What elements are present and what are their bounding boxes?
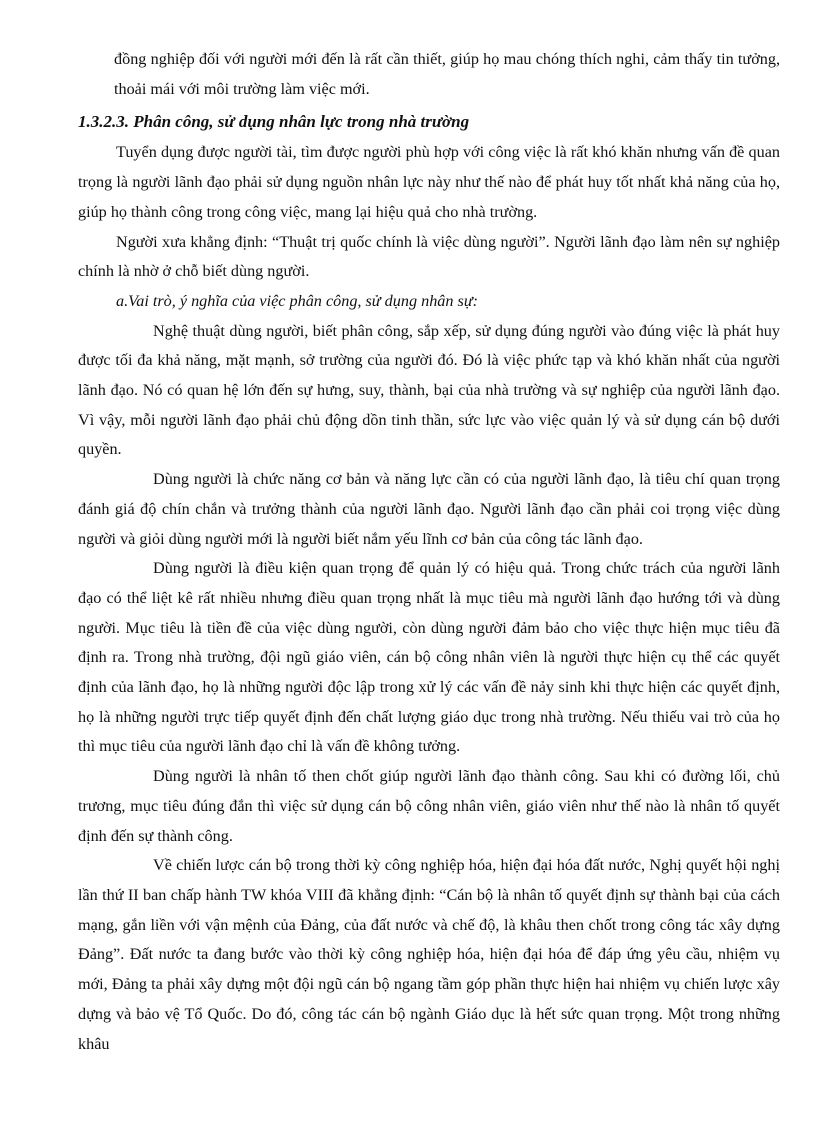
- paragraph-key-factor: Dùng người là nhân tố then chốt giúp người lãnh đạo thành công. Sau khi có đường lối, chủ trương, mục tiêu đúng đắn thì việc sử dụng cán bộ công nhân viên, giáo viên như thế nào là nhân tố quyết định đến sự thành công.: [78, 767, 780, 845]
- paragraph-art-of-using-people: Nghệ thuật dùng người, biết phân công, sắp xếp, sử dụng đúng người vào đúng việc là phát huy được tối đa khả năng, mặt mạnh, sở trường của người đó. Đó là việc phức tạp và khó khăn nhất của người lãnh đạo. Nó có quan hệ lớn đến sự hưng, suy, thành, bại của nhà trường và sự nghiệp của người lãnh đạo. Vì vậy, mỗi người lãnh đạo phải chủ động dồn tinh thần, sức lực vào việc quản lý và sử dụng cán bộ dưới quyền.: [78, 321, 780, 459]
- document-body: [78, 45, 780, 1059]
- paragraph-cadre-strategy: Về chiến lược cán bộ trong thời kỳ công nghiệp hóa, hiện đại hóa đất nước, Nghị quyết hội nghị lần thứ II ban chấp hành TW khóa VIII đã khẳng định: “Cán bộ là nhân tố quyết định sự thành bại của cách mạng, gắn liền với vận mệnh của Đảng, của đất nước và chế độ, là khâu then chốt trong công tác xây dựng Đảng”. Đất nước ta đang bước vào thời kỳ công nghiệp hóa, hiện đại hóa để đáp ứng yêu cầu, nhiệm vụ mới, Đảng ta phải xây dựng một đội ngũ cán bộ ngang tầm góp phần thực hiện hai nhiệm vụ chiến lược xây dựng và bảo vệ Tổ Quốc. Do đó, công tác cán bộ ngành Giáo dục là hết sức quan trọng. Một trong những khâu: [78, 856, 780, 1053]
- paragraph-basic-function: Dùng người là chức năng cơ bản và năng lực cần có của người lãnh đạo, là tiêu chí quan trọng đánh giá độ chín chắn và trưởng thành của người lãnh đạo. Người lãnh đạo cần phải coi trọng việc dùng người và giỏi dùng người mới là người biết nắm yếu lĩnh cơ bản của công tác lãnh đạo.: [78, 470, 780, 548]
- subheading-role-meaning: a.Vai trò, ý nghĩa của việc phân công, sử dụng nhân sự:: [116, 291, 479, 310]
- paragraph-effective-management: Dùng người là điều kiện quan trọng để quản lý có hiệu quả. Trong chức trách của người lãnh đạo có thể liệt kê rất nhiều nhưng điều quan trọng nhất là mục tiêu mà người lãnh đạo hướng tới và dùng người. Mục tiêu là tiền đề của việc dùng người, còn dùng người đảm bảo cho việc thực hiện mục tiêu đã định ra. Trong nhà trường, đội ngũ giáo viên, cán bộ công nhân viên là người thực hiện cụ thể các quyết định của lãnh đạo, họ là những người độc lập trong xử lý các vấn đề nảy sinh khi thực hiện các quyết định, họ là những người trực tiếp quyết định đến chất lượng giáo dục trong nhà trường. Nếu thiếu vai trò của họ thì mục tiêu của người lãnh đạo chỉ là vấn đề không tưởng.: [78, 559, 780, 756]
- paragraph-ancient-saying: Người xưa khẳng định: “Thuật trị quốc chính là việc dùng người”. Người lãnh đạo làm nên sự nghiệp chính là nhờ ở chỗ biết dùng người.: [78, 232, 780, 281]
- paragraph-recruitment: Tuyển dụng được người tài, tìm được người phù hợp với công việc là rất khó khăn nhưng vấn đề quan trọng là người lãnh đạo phải sử dụng nguồn nhân lực này như thế nào để phát huy tốt nhất khả năng của họ, giúp họ thành công trong công việc, mang lại hiệu quả cho nhà trường.: [78, 143, 780, 221]
- intro-paragraph: đồng nghiệp đối với người mới đến là rất cần thiết, giúp họ mau chóng thích nghi, cảm thấy tin tưởng, thoải mái với môi trường làm việc mới.: [114, 50, 780, 98]
- section-heading: 1.3.2.3. Phân công, sử dụng nhân lực trong nhà trường: [78, 112, 470, 132]
